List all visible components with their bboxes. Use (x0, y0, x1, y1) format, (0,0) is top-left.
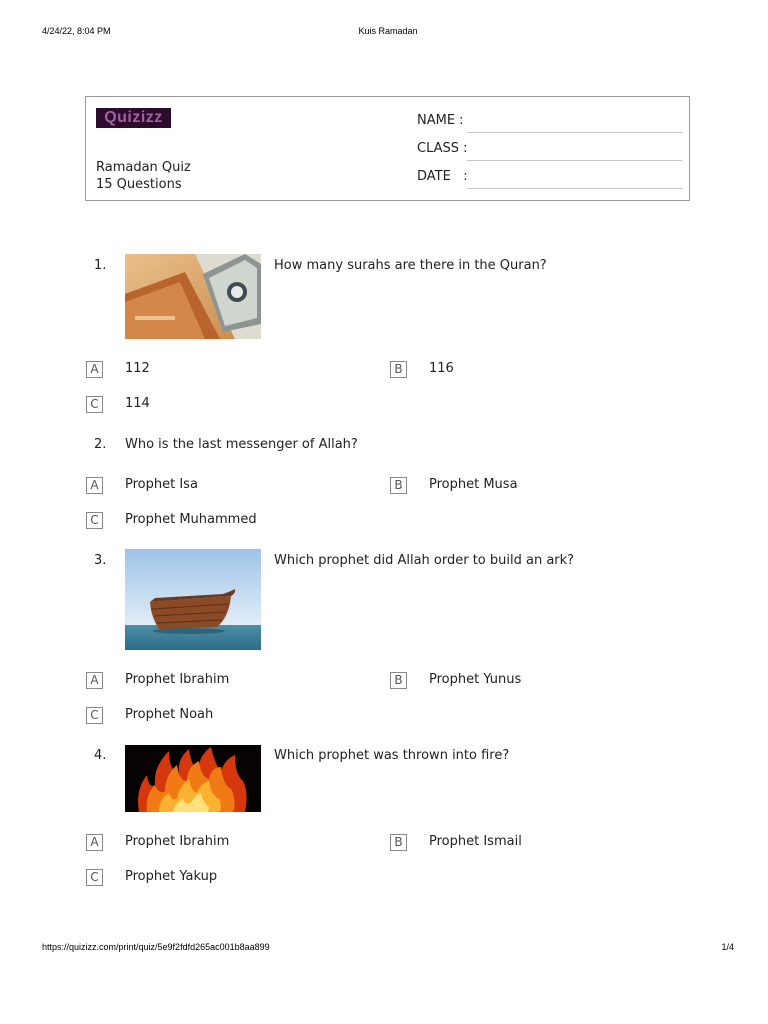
fire-image (125, 745, 261, 812)
option-c-letter[interactable]: C (86, 512, 103, 529)
option-c-text[interactable]: Prophet Yakup (125, 869, 218, 884)
option-b-letter[interactable]: B (390, 361, 407, 378)
option-c-letter[interactable]: C (86, 707, 103, 724)
option-c-text[interactable]: 114 (125, 396, 150, 411)
option-a-letter[interactable]: A (86, 672, 103, 689)
print-footer (42, 942, 734, 954)
quiz-header-box (85, 96, 690, 201)
name-label: NAME : (417, 113, 464, 128)
date-field (417, 169, 682, 187)
question-number: 4. (94, 748, 107, 763)
name-line (467, 132, 682, 133)
question-text: How many surahs are there in the Quran? (274, 258, 547, 273)
option-b-text[interactable]: 116 (429, 361, 454, 376)
quran-book-image (125, 254, 261, 339)
question-text: Which prophet was thrown into fire? (274, 748, 510, 763)
option-a-letter[interactable]: A (86, 361, 103, 378)
print-header (42, 26, 734, 38)
name-field (417, 113, 682, 131)
question-text: Who is the last messenger of Allah? (125, 437, 358, 452)
question-number: 1. (94, 258, 107, 273)
question-count: 15 Questions (96, 177, 182, 192)
print-title: Kuis Ramadan (358, 26, 418, 36)
option-a-text[interactable]: Prophet Isa (125, 477, 198, 492)
class-line (467, 160, 682, 161)
question-text: Which prophet did Allah order to build an ark? (274, 553, 575, 568)
option-c-letter[interactable]: C (86, 869, 103, 886)
option-a-text[interactable]: 112 (125, 361, 150, 376)
option-b-text[interactable]: Prophet Musa (429, 477, 518, 492)
option-a-letter[interactable]: A (86, 477, 103, 494)
question-number: 2. (94, 437, 107, 452)
option-b-text[interactable]: Prophet Ismail (429, 834, 522, 849)
print-datetime: 4/24/22, 8:04 PM (42, 26, 111, 36)
option-a-text[interactable]: Prophet Ibrahim (125, 834, 230, 849)
class-field (417, 141, 682, 159)
option-b-letter[interactable]: B (390, 672, 407, 689)
option-a-letter[interactable]: A (86, 834, 103, 851)
quiz-title: Ramadan Quiz (96, 160, 191, 175)
date-label: DATE : (417, 169, 468, 184)
option-c-text[interactable]: Prophet Muhammed (125, 512, 257, 527)
page-number: 1/4 (721, 942, 734, 952)
option-c-text[interactable]: Prophet Noah (125, 707, 214, 722)
class-label: CLASS : (417, 141, 468, 156)
option-a-text[interactable]: Prophet Ibrahim (125, 672, 230, 687)
ark-image (125, 549, 261, 650)
option-b-text[interactable]: Prophet Yunus (429, 672, 522, 687)
quizizz-logo: Quizizz (96, 108, 171, 128)
option-b-letter[interactable]: B (390, 477, 407, 494)
option-c-letter[interactable]: C (86, 396, 103, 413)
option-b-letter[interactable]: B (390, 834, 407, 851)
date-line (467, 188, 682, 189)
question-number: 3. (94, 553, 107, 568)
print-url[interactable]: https://quizizz.com/print/quiz/5e9f2fdfd265ac001b8aa899 (42, 942, 270, 952)
